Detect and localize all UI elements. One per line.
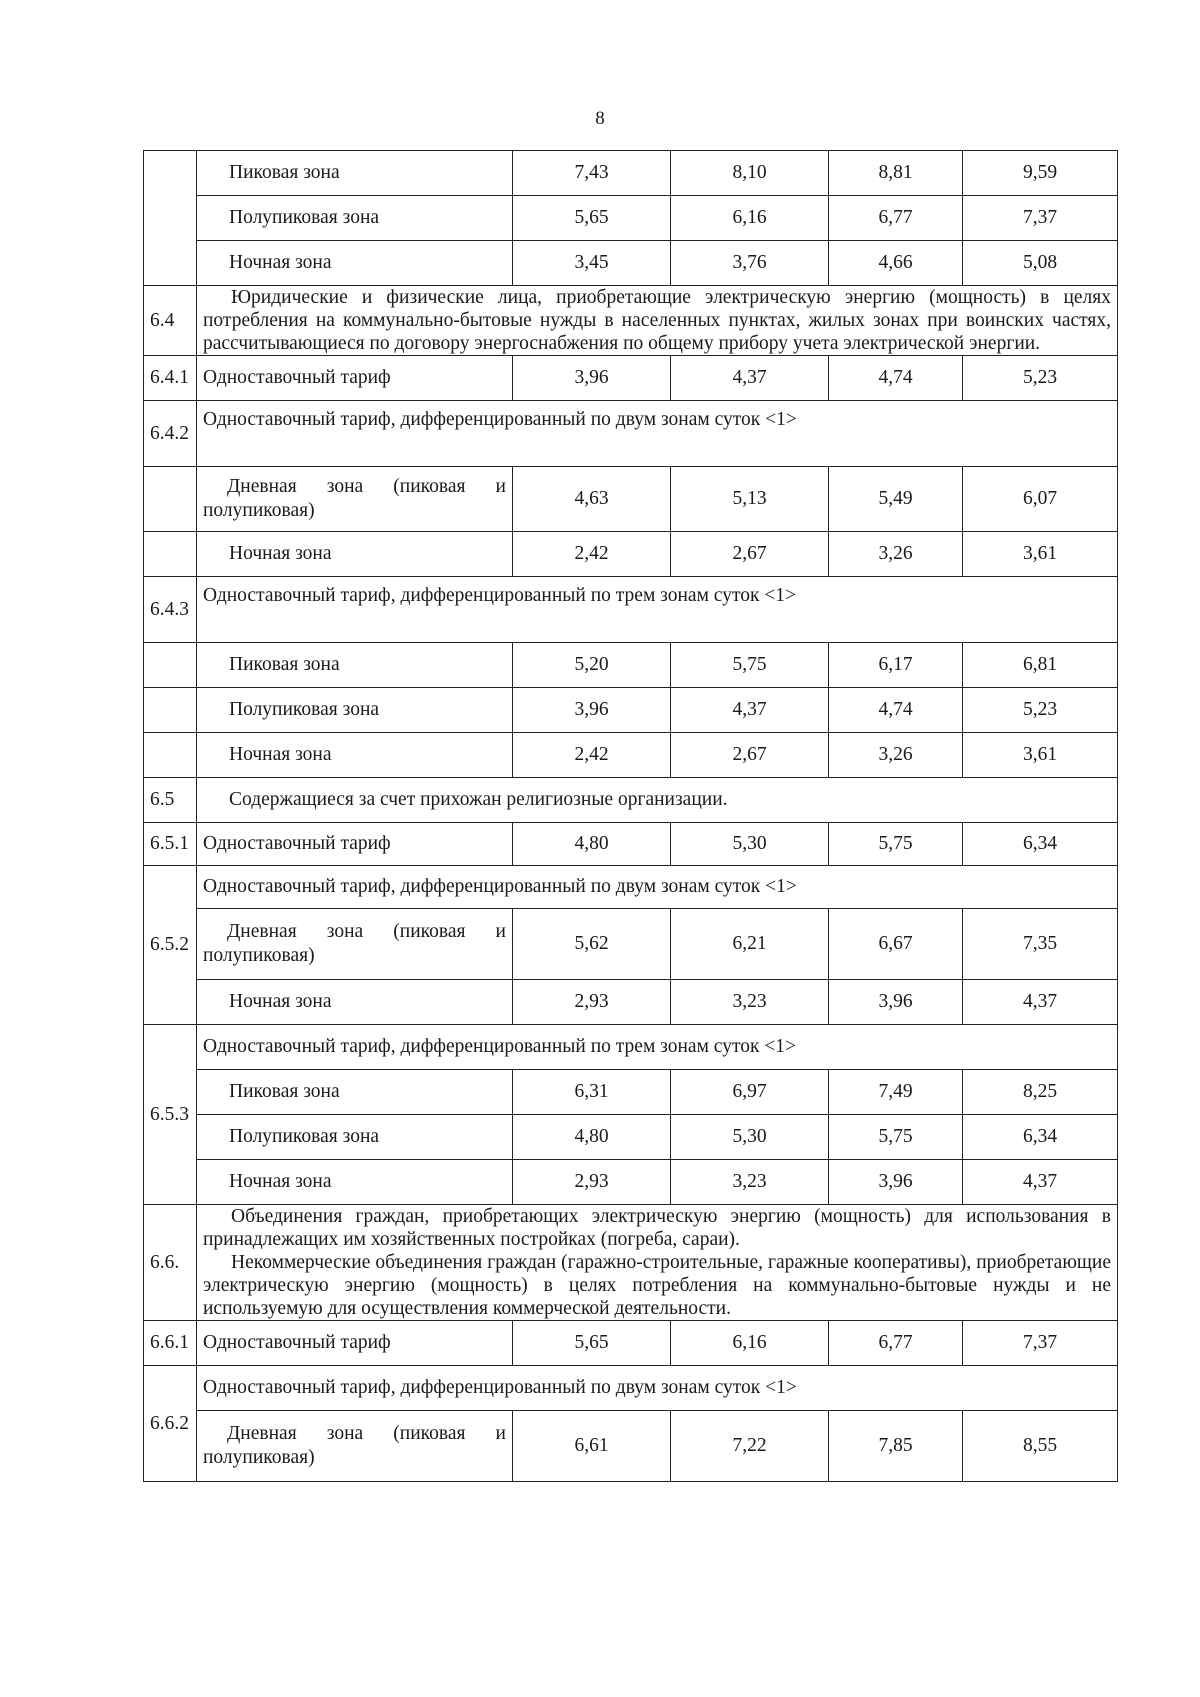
tariff-value: 5,23 — [963, 688, 1118, 733]
table-row-section — [144, 1205, 1118, 1321]
empty-number-cell — [144, 151, 197, 286]
tariff-value: 5,65 — [513, 196, 671, 241]
zone-name: Пиковая зона — [197, 1070, 513, 1115]
table-row-section — [144, 778, 1118, 823]
tariff-value: 6,81 — [963, 643, 1118, 688]
tariff-value: 2,93 — [513, 1160, 671, 1205]
table-row — [144, 1411, 1118, 1482]
tariff-value: 7,37 — [963, 196, 1118, 241]
section-description — [197, 286, 1118, 356]
tariff-value: 4,80 — [513, 1115, 671, 1160]
table-row — [144, 532, 1118, 577]
tariff-value: 5,30 — [671, 823, 829, 866]
row-number: 6.4.3 — [144, 577, 197, 643]
tariff-value: 4,63 — [513, 467, 671, 532]
tariff-value: 7,35 — [963, 909, 1118, 980]
table-row — [144, 151, 1118, 196]
tariff-value: 6,16 — [671, 196, 829, 241]
tariff-value: 3,61 — [963, 532, 1118, 577]
tariff-value: 8,10 — [671, 151, 829, 196]
tariff-value: 2,67 — [671, 532, 829, 577]
row-number: 6.6.1 — [144, 1321, 197, 1366]
tariff-value: 8,25 — [963, 1070, 1118, 1115]
tariff-value: 4,37 — [671, 356, 829, 401]
table-row — [144, 356, 1118, 401]
tariff-value: 3,96 — [829, 1160, 963, 1205]
row-number: 6.4.1 — [144, 356, 197, 401]
table-row — [144, 980, 1118, 1025]
tariff-value: 6,77 — [829, 1321, 963, 1366]
tariff-value: 4,37 — [671, 688, 829, 733]
empty-number-cell — [144, 733, 197, 778]
tariff-title: Одноставочный тариф, дифференцированный по двум зонам суток <1> — [197, 401, 1118, 467]
tariff-value: 3,76 — [671, 241, 829, 286]
table-row-title — [144, 1025, 1118, 1070]
tariff-value: 2,67 — [671, 733, 829, 778]
table-row-title — [144, 577, 1118, 643]
tariff-value: 3,96 — [513, 688, 671, 733]
tariff-name: Одноставочный тариф — [197, 356, 513, 401]
tariff-value: 5,20 — [513, 643, 671, 688]
zone-name — [197, 467, 513, 532]
zone-name-text: Дневная зона (пиковая и полупиковая) — [203, 476, 506, 521]
table-row — [144, 1070, 1118, 1115]
tariff-value: 4,74 — [829, 688, 963, 733]
tariff-value: 5,08 — [963, 241, 1118, 286]
tariff-value: 3,45 — [513, 241, 671, 286]
tariff-title: Одноставочный тариф, дифференцированный по двум зонам суток <1> — [197, 866, 1118, 909]
tariff-value: 6,67 — [829, 909, 963, 980]
tariff-name: Одноставочный тариф — [197, 823, 513, 866]
table-row-title — [144, 1366, 1118, 1411]
section-paragraph: Некоммерческие объединения граждан (гаражно-строительные, гаражные кооперативы), приобретающие электрическую энергию (мощность) в целях потребления на коммунально-бытовые нужды и не используемую для осуществления коммерческой деятельности. — [203, 1252, 1111, 1319]
tariff-value: 6,77 — [829, 196, 963, 241]
zone-name: Ночная зона — [197, 980, 513, 1025]
tariff-value: 8,55 — [963, 1411, 1118, 1482]
table-row — [144, 1160, 1118, 1205]
table-row — [144, 733, 1118, 778]
table-row — [144, 643, 1118, 688]
row-number: 6.4 — [144, 286, 197, 356]
row-number: 6.5 — [144, 778, 197, 823]
tariff-title: Одноставочный тариф, дифференцированный по трем зонам суток <1> — [197, 1025, 1118, 1070]
table-row — [144, 1321, 1118, 1366]
zone-name: Полупиковая зона — [197, 1115, 513, 1160]
empty-number-cell — [144, 467, 197, 532]
tariff-value: 5,30 — [671, 1115, 829, 1160]
tariff-value: 2,42 — [513, 733, 671, 778]
section-text: Содержащиеся за счет прихожан религиозные организации. — [197, 778, 1118, 823]
tariff-value: 6,34 — [963, 1115, 1118, 1160]
tariff-name: Одноставочный тариф — [197, 1321, 513, 1366]
tariff-value: 4,80 — [513, 823, 671, 866]
tariff-value: 2,93 — [513, 980, 671, 1025]
zone-name: Полупиковая зона — [197, 688, 513, 733]
tariff-value: 7,37 — [963, 1321, 1118, 1366]
section-paragraph: Объединения граждан, приобретающих электрическую энергию (мощность) для использования в принадлежащих им хозяйственных постройках (погреба, сараи). — [203, 1206, 1111, 1250]
tariff-value: 7,85 — [829, 1411, 963, 1482]
table-row — [144, 241, 1118, 286]
section-description — [197, 1205, 1118, 1321]
tariff-value: 5,23 — [963, 356, 1118, 401]
tariff-value: 3,26 — [829, 733, 963, 778]
table-row — [144, 688, 1118, 733]
table-row-title — [144, 401, 1118, 467]
tariff-value: 3,61 — [963, 733, 1118, 778]
tariff-value: 6,21 — [671, 909, 829, 980]
table-row — [144, 909, 1118, 980]
tariff-value: 9,59 — [963, 151, 1118, 196]
zone-name: Полупиковая зона — [197, 196, 513, 241]
tariff-value: 5,62 — [513, 909, 671, 980]
tariff-value: 5,49 — [829, 467, 963, 532]
zone-name: Пиковая зона — [197, 151, 513, 196]
tariff-value: 5,65 — [513, 1321, 671, 1366]
tariff-value: 6,97 — [671, 1070, 829, 1115]
tariff-value: 2,42 — [513, 532, 671, 577]
tariff-value: 4,37 — [963, 1160, 1118, 1205]
tariff-value: 4,74 — [829, 356, 963, 401]
row-number: 6.6. — [144, 1205, 197, 1321]
tariff-value: 7,43 — [513, 151, 671, 196]
tariff-value: 3,23 — [671, 1160, 829, 1205]
zone-name: Ночная зона — [197, 1160, 513, 1205]
tariff-value: 3,96 — [513, 356, 671, 401]
table-row — [144, 467, 1118, 532]
table-row-section — [144, 286, 1118, 356]
table-row — [144, 1115, 1118, 1160]
empty-number-cell — [144, 688, 197, 733]
tariff-value: 5,75 — [829, 1115, 963, 1160]
tariff-value: 4,66 — [829, 241, 963, 286]
tariff-title: Одноставочный тариф, дифференцированный по трем зонам суток <1> — [197, 577, 1118, 643]
row-number: 6.5.3 — [144, 1025, 197, 1205]
empty-number-cell — [144, 532, 197, 577]
section-text: Юридические и физические лица, приобретающие электрическую энергию (мощность) в целях потребления на коммунально-бытовые нужды в населенных пунктах, жилых зонах при воинских частях, рассчитывающиеся по договору энергоснабжения по общему прибору учета электрической энергии. — [203, 287, 1111, 354]
tariff-value: 6,34 — [963, 823, 1118, 866]
row-number: 6.5.2 — [144, 866, 197, 1025]
tariff-value: 6,17 — [829, 643, 963, 688]
zone-name-text: Дневная зона (пиковая и полупиковая) — [203, 1423, 506, 1468]
table-row-title — [144, 866, 1118, 909]
tariff-value: 6,07 — [963, 467, 1118, 532]
row-number: 6.6.2 — [144, 1366, 197, 1482]
page-number: 8 — [595, 108, 605, 129]
tariff-value: 8,81 — [829, 151, 963, 196]
tariff-table — [143, 150, 1118, 1482]
tariff-value: 3,96 — [829, 980, 963, 1025]
tariff-value: 7,22 — [671, 1411, 829, 1482]
zone-name: Ночная зона — [197, 733, 513, 778]
row-number: 6.5.1 — [144, 823, 197, 866]
zone-name — [197, 1411, 513, 1482]
zone-name: Пиковая зона — [197, 643, 513, 688]
empty-number-cell — [144, 643, 197, 688]
tariff-value: 5,13 — [671, 467, 829, 532]
tariff-title: Одноставочный тариф, дифференцированный по двум зонам суток <1> — [197, 1366, 1118, 1411]
tariff-value: 6,31 — [513, 1070, 671, 1115]
zone-name-text: Дневная зона (пиковая и полупиковая) — [203, 921, 506, 966]
table-row — [144, 196, 1118, 241]
zone-name — [197, 909, 513, 980]
tariff-value: 4,37 — [963, 980, 1118, 1025]
row-number: 6.4.2 — [144, 401, 197, 467]
tariff-value: 5,75 — [829, 823, 963, 866]
table-row — [144, 823, 1118, 866]
tariff-value: 3,26 — [829, 532, 963, 577]
zone-name: Ночная зона — [197, 532, 513, 577]
zone-name: Ночная зона — [197, 241, 513, 286]
tariff-value: 7,49 — [829, 1070, 963, 1115]
tariff-value: 5,75 — [671, 643, 829, 688]
tariff-value: 6,16 — [671, 1321, 829, 1366]
tariff-value: 3,23 — [671, 980, 829, 1025]
tariff-value: 6,61 — [513, 1411, 671, 1482]
